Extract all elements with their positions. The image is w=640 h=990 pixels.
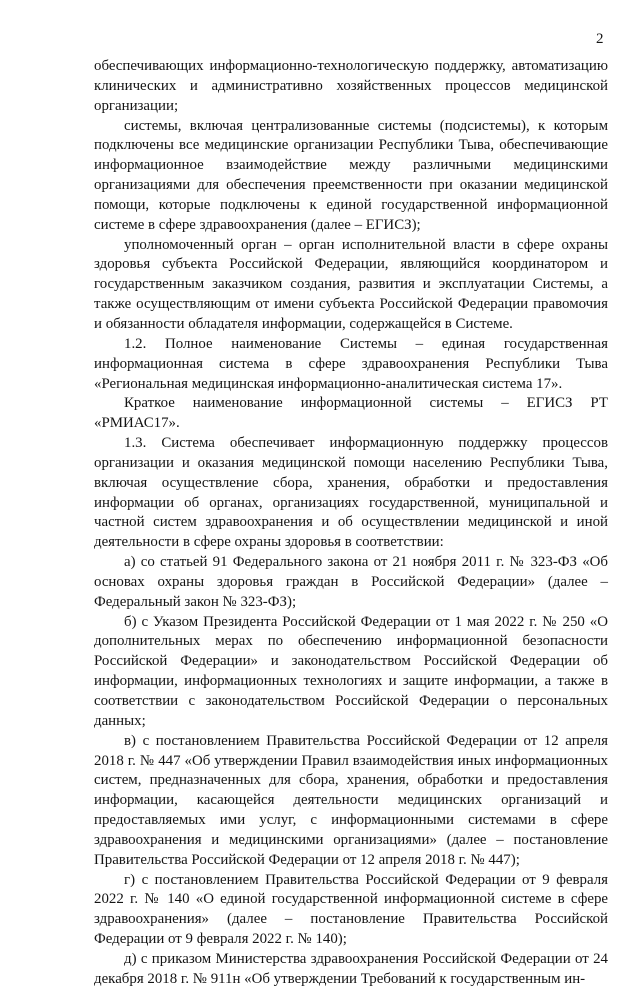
list-item-g: г) с постановлением Правительства Российской Федерации от 9 февраля 2022 г. № 140 «О единой государственной информационной системе в сфере здравоохранения» (далее – постановление Правительства Российской Федерации от 9 февраля 2022 г. № 140); [94, 871, 608, 948]
list-item-b: б) с Указом Президента Российской Федерации от 1 мая 2022 г. № 250 «О дополнительных мерах по обеспечению информационной безопасности Российской Федерации» и законодательством Российской Федерации об информации, информационных технологиях и защите информации, а также в соответствии с законодательством Российской Федерации о персональных данных; [94, 613, 608, 729]
page-number: 2 [596, 31, 604, 47]
paragraph-continuation: обеспечивающих информационно-технологическую поддержку, автоматизацию клинических и административно хозяйственных процессов медицинской организации; [94, 58, 608, 114]
paragraph-short-name: Краткое наименование информационной системы – ЕГИСЗ РТ «РМИАС17». [94, 395, 608, 432]
document-body [94, 57, 608, 990]
list-item-a: а) со статьей 91 Федерального закона от 21 ноября 2011 г. № 323-ФЗ «Об основах охраны здоровья граждан в Российской Федерации» (далее – Федеральный закон № 323-ФЗ); [94, 554, 608, 610]
paragraph-authorized-body-definition: уполномоченный орган – орган исполнительной власти в сфере охраны здоровья субъекта Российской Федерации, являющийся координатором и государственным заказчиком создания, развития и эксплуатации Системы, а также осуществляющим от имени субъекта Российской Федерации правомочия и обязанности обладателя информации, содержащейся в Системе. [94, 236, 608, 332]
paragraph-systems-definition: системы, включая централизованные системы (подсистемы), к которым подключены все медицинские организации Республики Тыва, обеспечивающие информационное взаимодействие между различными медицинскими организациями для обеспечения преемственности при оказании медицинской помощи, которые подключены к единой государственной информационной системе в сфере здравоохранения (далее – ЕГИСЗ); [94, 117, 608, 233]
paragraph-1-3-purpose: 1.3. Система обеспечивает информационную поддержку процессов организации и оказания медицинской помощи населению Республики Тыва, включая осуществление сбора, хранения, обработки и предоставления информации об органах, организациях государственной, муниципальной и частной систем здравоохранения и об осуществлении медицинской и иной деятельности в сфере охраны здоровья в соответствии: [94, 435, 608, 551]
paragraph-1-2-full-name: 1.2. Полное наименование Системы – единая государственная информационная система в сфере здравоохранения Республики Тыва «Региональная медицинская информационно-аналитическая система 17». [94, 335, 608, 392]
list-item-d: д) с приказом Министерства здравоохранения Российской Федерации от 24 декабря 2018 г. № 911н «Об утверждении Требований к государственным ин- [94, 950, 608, 987]
list-item-v: в) с постановлением Правительства Российской Федерации от 12 апреля 2018 г. № 447 «Об утверждении Правил взаимодействия иных информационных систем, предназначенных для сбора, хранения, обработки и предоставления информации, касающейся деятельности медицинских организаций и предоставляемых ими услуг, с информационными системами в сфере здравоохранения и медицинскими организациями» (далее – постановление Правительства Российской Федерации от 12 апреля 2018 г. № 447); [94, 732, 608, 868]
